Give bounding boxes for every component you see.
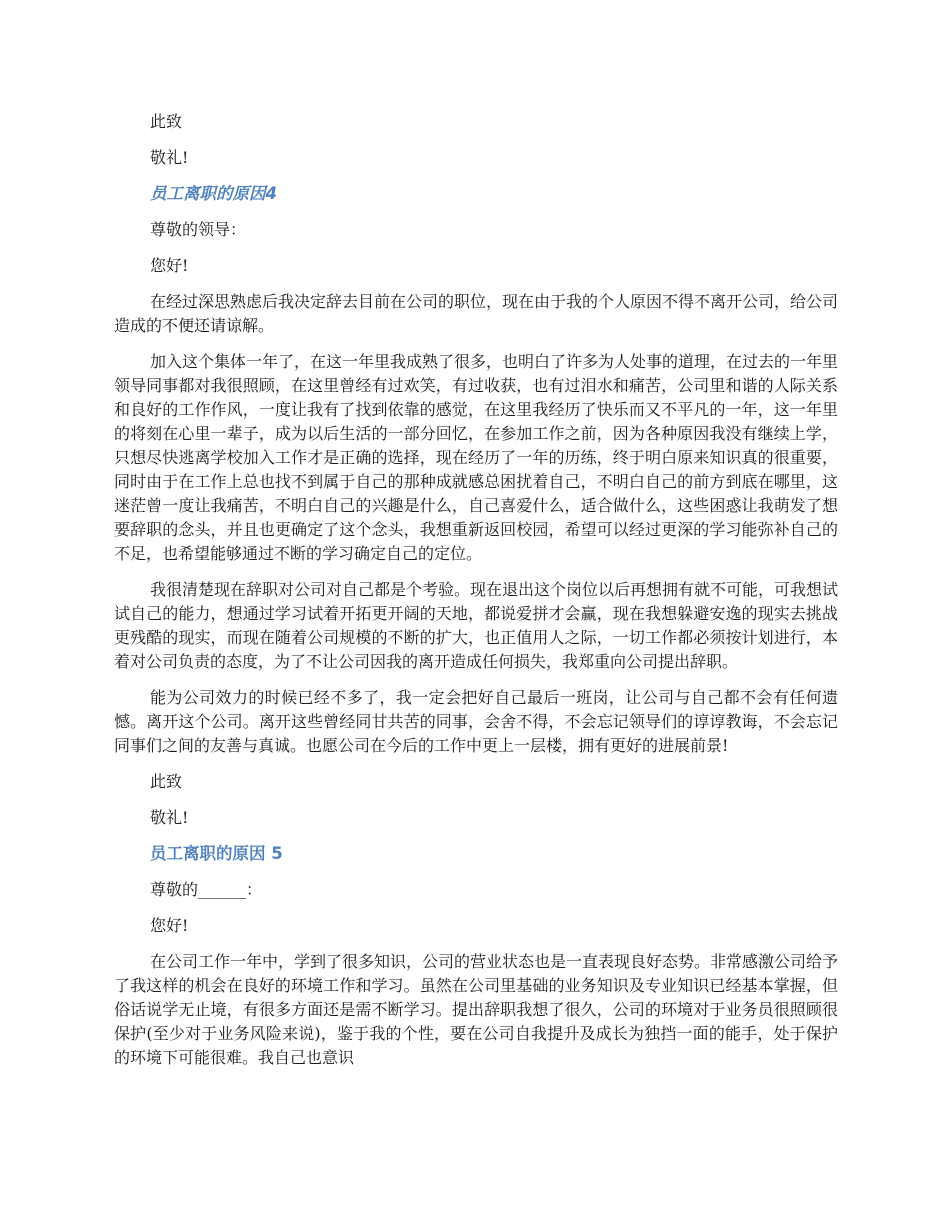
hello-text: 您好! xyxy=(150,916,189,935)
salute-text: 敬礼! xyxy=(150,808,189,827)
body-paragraph: 在经过深思熟虑后我决定辞去目前在公司的职位，现在由于我的个人原因不得不离开公司，给公司造成的不便还请谅解。 xyxy=(114,292,839,335)
body-paragraph: 在公司工作一年中，学到了很多知识，公司的营业状态也是一直表现良好态势。非常感激公司给予了我这样的机会在良好的环境工作和学习。虽然在公司里基础的业务知识及专业知识已经基本掌握，但俗话说学无止境，有很多方面还是需不断学习。提出辞职我想了很久，公司的环境对于业务员很照顾很保护(至少对于业务风险来说)，鉴于我的个性，要在公司自我提升及成长为独挡一面的能手，处于保护的环境下可能很难。我自己也意识 xyxy=(114,952,839,1067)
hello-text: 您好! xyxy=(150,256,189,275)
salute-text: 敬礼! xyxy=(150,148,189,167)
section-heading-4: 员工离职的原因4 xyxy=(150,184,277,203)
body-paragraph: 我很清楚现在辞职对公司对自己都是个考验。现在退出这个岗位以后再想拥有就不可能，可我想试试自己的能力，想通过学习试着开拓更开阔的天地，都说爱拼才会赢，现在我想躲避安逸的现实去挑战更残酷的现实，而现在随着公司规模的不断的扩大，也正值用人之际，一切工作都必须按计划进行，本着对公司负责的态度，为了不让公司因我的离开造成任何损失，我郑重向公司提出辞职。 xyxy=(114,580,839,671)
greeting-text: 尊敬的______： xyxy=(150,880,263,899)
closing-text: 此致 xyxy=(150,772,183,791)
section-heading-5: 员工离职的原因 5 xyxy=(150,844,283,863)
body-paragraph: 加入这个集体一年了，在这一年里我成熟了很多，也明白了许多为人处事的道理，在过去的一年里领导同事都对我很照顾，在这里曾经有过欢笑，有过收获，也有过泪水和痛苦，公司里和谐的人际关系和良好的工作作风，一度让我有了找到依靠的感觉，在这里我经历了快乐而又不平凡的一年，这一年里的将刻在心里一辈子，成为以后生活的一部分回忆，在参加工作之前，因为各种原因我没有继续上学，只想尽快逃离学校加入工作才是正确的选择，现在经历了一年的历练，终于明白原来知识真的很重要，同时由于在工作上总也找不到属于自己的那种成就感总困扰着自己，不明白自己的前方到底在哪里，这迷茫曾一度让我痛苦，不明白自己的兴趣是什么，自己喜爱什么，适合做什么，这些困惑让我萌发了想要辞职的念头，并且也更确定了这个念头，我想重新返回校园，希望可以经过更深的学习能弥补自己的不足，也希望能够通过不断的学习确定自己的定位。 xyxy=(114,352,839,563)
closing-text: 此致 xyxy=(150,112,183,131)
greeting-text: 尊敬的领导： xyxy=(150,220,247,239)
body-paragraph: 能为公司效力的时候已经不多了，我一定会把好自己最后一班岗，让公司与自己都不会有任何遗憾。离开这个公司。离开这些曾经同甘共苦的同事，会舍不得，不会忘记领导们的谆谆教诲，不会忘记同事们之间的友善与真诚。也愿公司在今后的工作中更上一层楼，拥有更好的进展前景! xyxy=(114,688,838,755)
